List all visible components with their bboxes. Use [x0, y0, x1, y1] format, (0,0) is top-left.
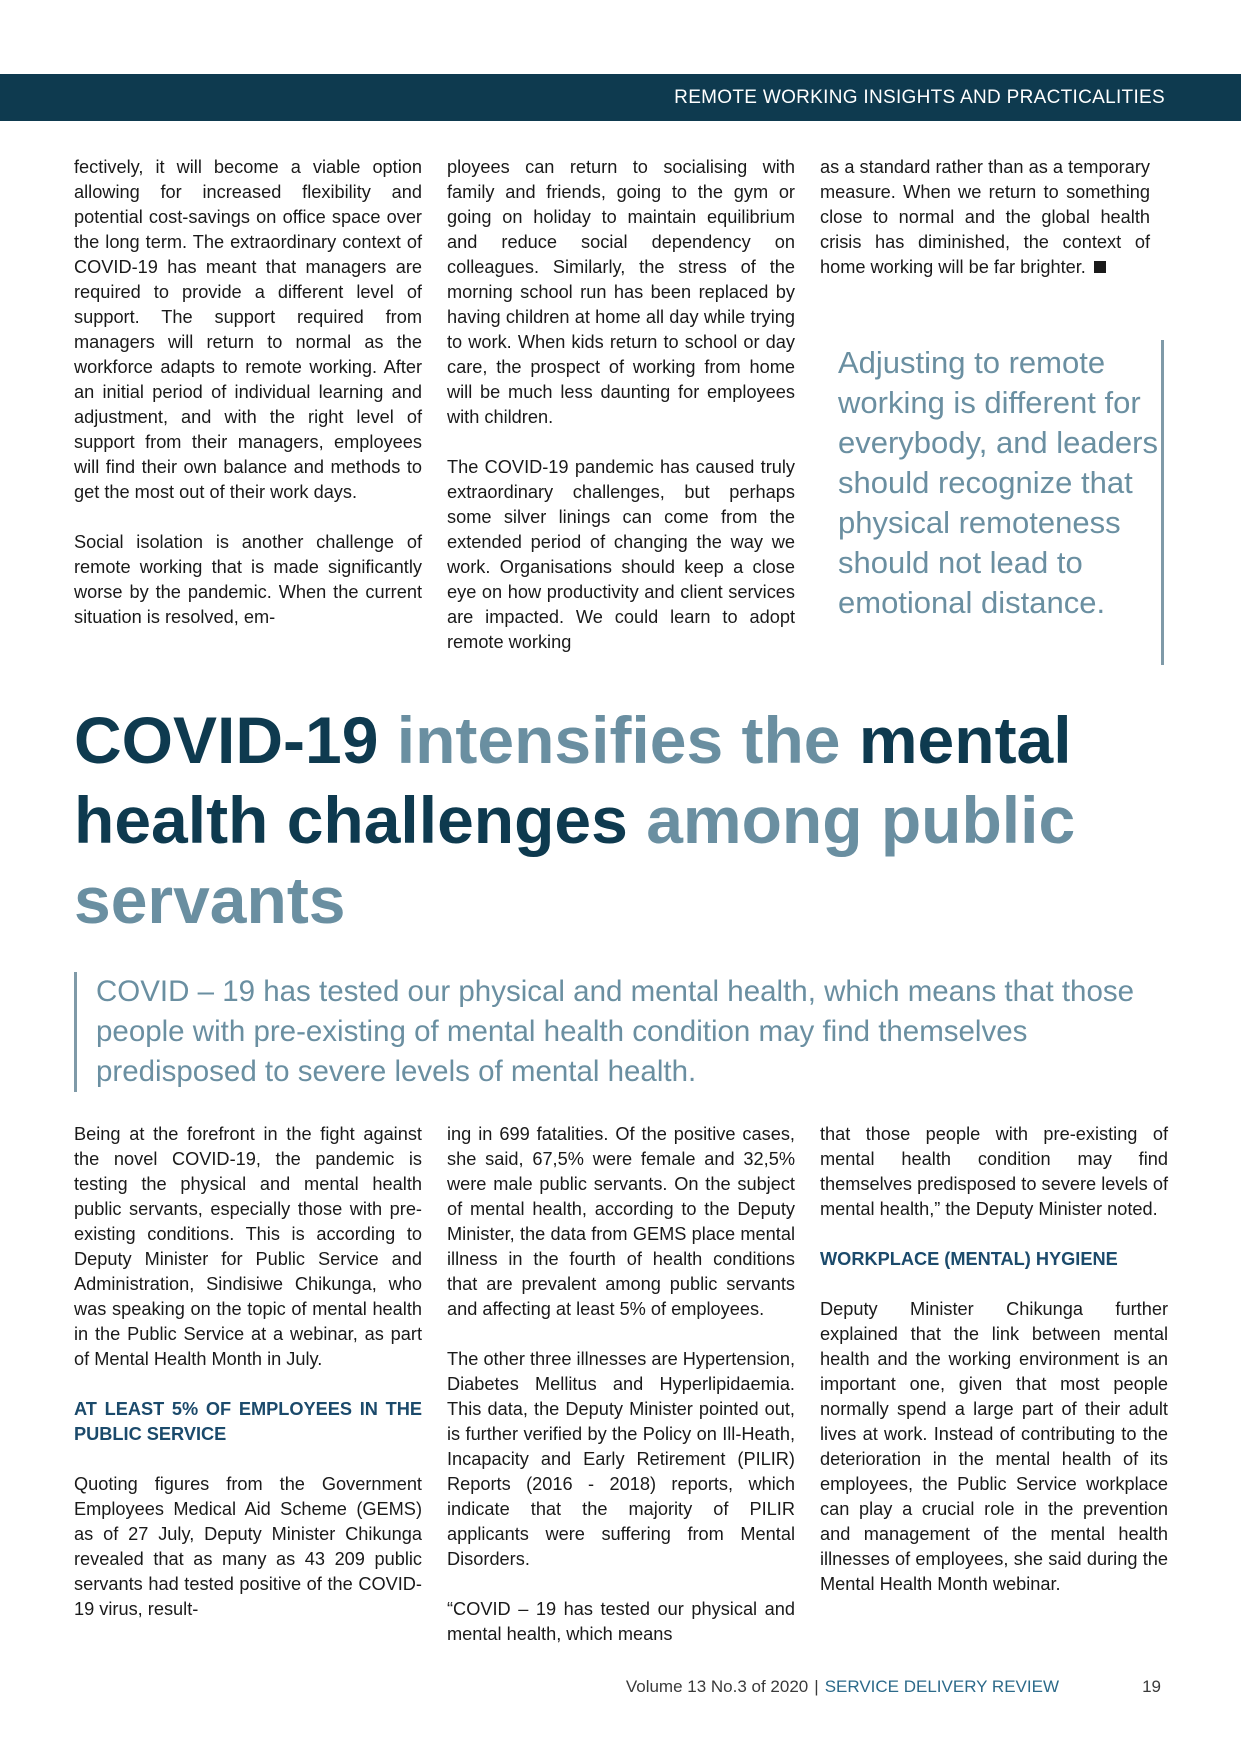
- footer-publication: SERVICE DELIVERY REVIEW: [824, 1677, 1059, 1696]
- paragraph: Being at the forefront in the fight against the novel COVID-19, the pandemic is testing the physical and mental health public servants, especially those with pre-existing conditions. This is according to Deputy Minister for Public Service and Administration, Sindisiwe Chikunga, who was speaking on the topic of mental health in the Public Service at a webinar, as part of Mental Health Month in July.: [74, 1124, 422, 1369]
- top-column-2: [447, 155, 795, 655]
- subheading: WORKPLACE (MENTAL) HYGIENE: [820, 1249, 1118, 1269]
- subheading: AT LEAST 5% OF EMPLOYEES IN THE PUBLIC SERVICE: [74, 1399, 422, 1444]
- pull-quote: Adjusting to remote working is different for everybody, and leaders should recognize that physical remoteness should not lead to emotional distance.: [838, 345, 1158, 620]
- paragraph: The COVID-19 pandemic has caused truly extraordinary challenges, but perhaps some silver linings can come from the extended period of changing the way we work. Organisations should keep a close eye on how productivity and client services are impacted. We could learn to adopt remote working: [447, 457, 795, 652]
- page-footer: [0, 1677, 1241, 1701]
- article-headline: [74, 700, 1174, 940]
- section-header-band: [0, 74, 1241, 121]
- paragraph: ing in 699 fatalities. Of the positive cases, she said, 67,5% were female and 32,5% were male public servants. On the subject of mental health, according to the Deputy Minister, the data from GEMS place mental illness in the fourth of health conditions that are prevalent among public servants and affecting at least 5% of employees.: [447, 1124, 795, 1319]
- paragraph: “COVID – 19 has tested our physical and mental health, which means: [447, 1599, 795, 1644]
- section-title: REMOTE WORKING INSIGHTS AND PRACTICALITIES: [674, 87, 1165, 108]
- paragraph: fectively, it will become a viable option allowing for increased flexibility and potential cost-savings on office space over the long term. The extraordinary context of COVID-19 has meant that managers are required to provide a different level of support. The support required from managers will return to normal as the workforce adapts to remote working. After an initial period of individual learning and adjustment, and with the right level of support from their managers, employees will find their own balance and methods to get the most out of their work days.: [74, 157, 422, 502]
- paragraph: ployees can return to socialising with family and friends, going to the gym or going on holiday to maintain equilibrium and reduce social dependency on colleagues. Similarly, the stress of the morning school run has been replaced by having children at home all day while trying to work. When kids return to school or day care, the prospect of working from home will be much less daunting for employees with children.: [447, 157, 795, 427]
- paragraph: Deputy Minister Chikunga further explained that the link between mental health and the working environment is an important one, given that most people normally spend a large part of their adult lives at work. Instead of contributing to the deterioration in the mental health of its employees, the Public Service workplace can play a crucial role in the prevention and management of the mental health illnesses of employees, she said during the Mental Health Month webinar.: [820, 1299, 1168, 1594]
- paragraph-with-end-mark: [820, 155, 1150, 280]
- footer-separator: |: [814, 1677, 819, 1696]
- standfirst: COVID – 19 has tested our physical and mental health, which means that those people with pre-existing of mental health condition may find themselves predisposed to severe levels of mental health.: [96, 975, 1135, 1088]
- article-column-1: [74, 1122, 422, 1622]
- headline-part: intensifies the: [396, 703, 859, 777]
- paragraph-text: as a standard rather than as a temporary measure. When we return to something close to normal and the global health crisis has diminished, the context of home working will be far brighter.: [820, 157, 1150, 277]
- page-number: 19: [1142, 1677, 1161, 1696]
- paragraph: Social isolation is another challenge of remote working that is made significantly worse by the pandemic. When the current situation is resolved, em-: [74, 532, 422, 627]
- article-column-3: [820, 1122, 1168, 1597]
- paragraph: The other three illnesses are Hypertension, Diabetes Mellitus and Hyperlipidaemia. This data, the Deputy Minister pointed out, is further verified by the Policy on Ill-Heath, Incapacity and Early Retirement (PILIR) Reports (2016 - 2018) reports, which indicate that the majority of PILIR applicants were suffering from Mental Disorders.: [447, 1349, 795, 1569]
- paragraph: that those people with pre-existing of mental health condition may find themselves predisposed to severe levels of mental health,” the Deputy Minister noted.: [820, 1124, 1168, 1219]
- headline-part: mental health challenges: [74, 703, 1072, 857]
- article-column-2: [447, 1122, 795, 1647]
- top-column-1: [74, 155, 422, 630]
- top-column-3: [820, 155, 1150, 280]
- paragraph: Quoting figures from the Government Employees Medical Aid Scheme (GEMS) as of 27 July, Deputy Minister Chikunga revealed that as many as 43 209 public servants had tested positive of the COVID-19 virus, result-: [74, 1474, 422, 1619]
- end-of-article-square-icon: [1094, 261, 1106, 273]
- headline-part: among public servants: [74, 783, 1076, 937]
- pull-quote-rule: [1161, 340, 1164, 665]
- footer-issue: [626, 1677, 1059, 1697]
- headline-part: COVID-19: [74, 703, 397, 777]
- standfirst-rule: [74, 972, 77, 1092]
- footer-volume: Volume 13 No.3 of 2020: [625, 1677, 809, 1696]
